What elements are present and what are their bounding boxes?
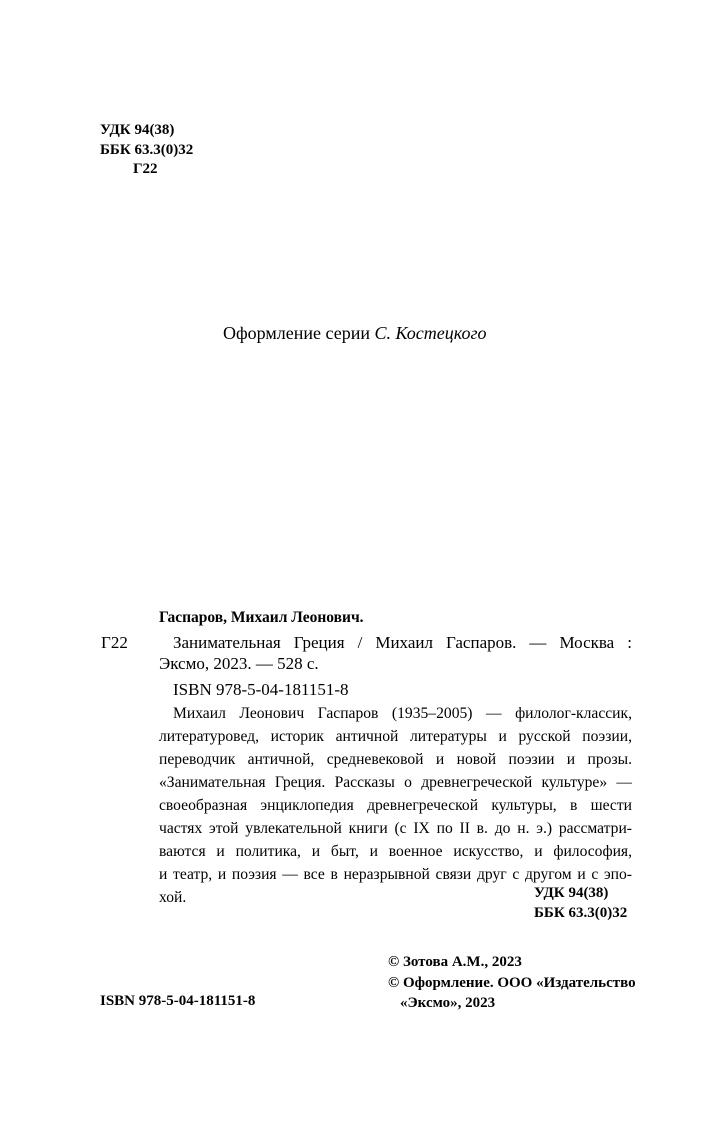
bottom-classification-codes xyxy=(534,883,627,923)
card-isbn: ISBN 978-5-04-181151-8 xyxy=(173,680,349,699)
bbk-code: ББК 63.3(0)32 xyxy=(100,141,194,158)
annotation-line: своеобразная энциклопедия древнегреческой культуры, в шести xyxy=(159,797,632,814)
card-author-mark: Г22 xyxy=(101,633,128,652)
isbn-bottom: ISBN 978-5-04-181151-8 xyxy=(100,993,256,1009)
card-annotation xyxy=(159,702,632,909)
annotation-line: частях этой увлекательной книги (с IX по II в. до н. э.) рассматри- xyxy=(159,820,632,837)
bottom-udk-code: УДК 94(38) xyxy=(534,885,609,901)
copyright-author: © Зотова А.М., 2023 xyxy=(388,954,522,970)
series-label: Оформление серии xyxy=(223,323,370,343)
annotation-line: «Занимательная Греция. Рассказы о древнегреческой культуре» — xyxy=(159,774,632,791)
classification-codes xyxy=(100,121,193,180)
annotation-line: переводчик античной, средневековой и новой поэзии и прозы. xyxy=(159,751,632,768)
card-author: Гаспаров, Михаил Леонович. xyxy=(159,609,364,626)
card-title-line-1: Занимательная Греция / Михаил Гаспаров. — Москва : xyxy=(173,633,632,652)
annotation-line: хой. xyxy=(159,889,187,906)
card-title-line-2: Эксмо, 2023. — 528 с. xyxy=(159,654,319,673)
annotation-line: и театр, и поэзия — все в неразрывной связи друг с другом и с эпо- xyxy=(159,866,632,883)
copyright-block xyxy=(388,952,636,1014)
bottom-bbk-code: ББК 63.3(0)32 xyxy=(534,905,628,921)
annotation-line: Михаил Леонович Гаспаров (1935–2005) — филолог-классик, xyxy=(173,705,632,722)
series-design-credit xyxy=(223,322,487,344)
author-mark: Г22 xyxy=(133,161,158,177)
copyright-publisher: «Эксмо», 2023 xyxy=(400,995,496,1011)
series-designer: С. Костецкого xyxy=(374,323,487,343)
annotation-line: литературовед, историк античной литературы и русской поэзии, xyxy=(159,728,632,745)
annotation-line: ваются и политика, и быт, и военное искусство, и философия, xyxy=(159,843,632,860)
copyright-design: © Оформление. ООО «Издательство xyxy=(388,974,636,991)
udk-code: УДК 94(38) xyxy=(100,122,175,138)
